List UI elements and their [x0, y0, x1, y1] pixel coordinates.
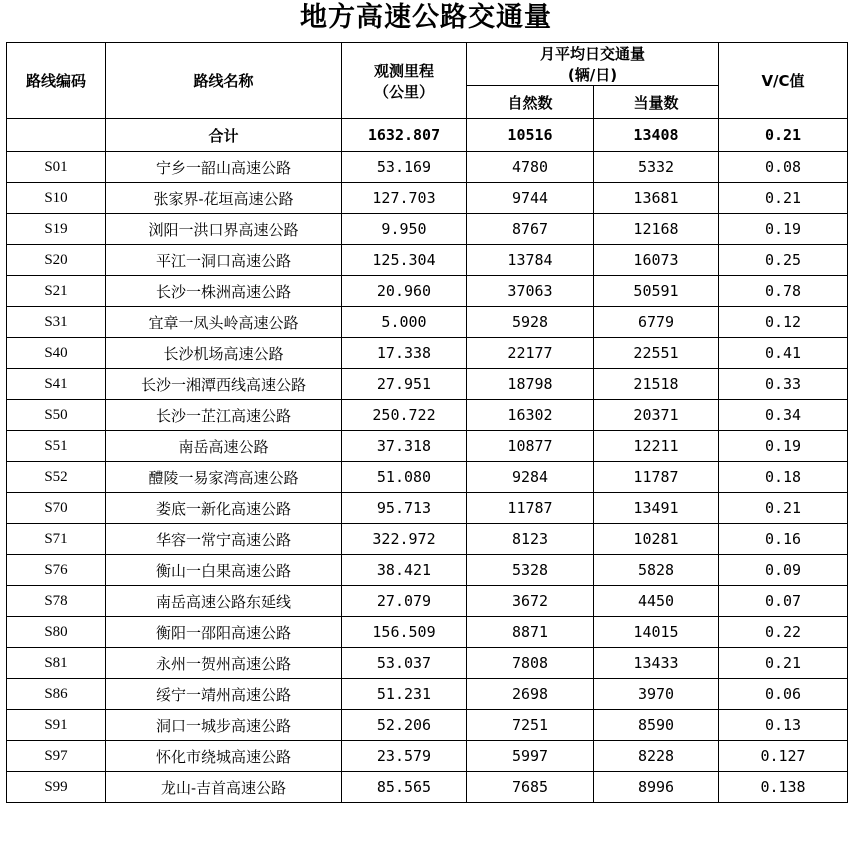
table-row — [7, 617, 848, 648]
table-row — [7, 183, 848, 214]
header-monthly-avg-line1: 月平均日交通量 — [540, 45, 646, 63]
cell-vc: 0.16 — [719, 524, 848, 555]
cell-code: S91 — [7, 710, 106, 741]
cell-mileage: 20.960 — [342, 276, 467, 307]
cell-natural: 8871 — [467, 617, 594, 648]
total-equivalent: 13408 — [594, 119, 719, 152]
table-row — [7, 152, 848, 183]
cell-mileage: 5.000 — [342, 307, 467, 338]
total-row — [7, 119, 848, 152]
cell-equivalent: 12168 — [594, 214, 719, 245]
cell-equivalent: 10281 — [594, 524, 719, 555]
cell-equivalent: 13681 — [594, 183, 719, 214]
header-code: 路线编码 — [7, 43, 106, 119]
cell-vc: 0.21 — [719, 493, 848, 524]
header-mileage-line1: 观测里程 — [373, 61, 434, 80]
cell-name: 南岳高速公路东延线 — [106, 586, 342, 617]
header-vc: V/C值 — [719, 43, 848, 119]
cell-natural: 9284 — [467, 462, 594, 493]
cell-name: 绥宁一靖州高速公路 — [106, 679, 342, 710]
header-monthly-avg-line2: (辆/日) — [567, 66, 618, 84]
header-equivalent: 当量数 — [594, 86, 719, 119]
cell-natural: 9744 — [467, 183, 594, 214]
table-row — [7, 555, 848, 586]
cell-equivalent: 5332 — [594, 152, 719, 183]
total-vc: 0.21 — [719, 119, 848, 152]
cell-vc: 0.138 — [719, 772, 848, 803]
cell-equivalent: 14015 — [594, 617, 719, 648]
cell-vc: 0.06 — [719, 679, 848, 710]
cell-vc: 0.18 — [719, 462, 848, 493]
cell-equivalent: 8228 — [594, 741, 719, 772]
cell-name: 华容一常宁高速公路 — [106, 524, 342, 555]
cell-code: S01 — [7, 152, 106, 183]
cell-code: S76 — [7, 555, 106, 586]
cell-code: S20 — [7, 245, 106, 276]
cell-code: S99 — [7, 772, 106, 803]
cell-code: S52 — [7, 462, 106, 493]
cell-vc: 0.19 — [719, 214, 848, 245]
header-monthly-avg — [467, 43, 719, 86]
cell-mileage: 37.318 — [342, 431, 467, 462]
cell-natural: 2698 — [467, 679, 594, 710]
cell-equivalent: 4450 — [594, 586, 719, 617]
cell-code: S51 — [7, 431, 106, 462]
cell-name: 醴陵一易家湾高速公路 — [106, 462, 342, 493]
cell-vc: 0.07 — [719, 586, 848, 617]
cell-mileage: 52.206 — [342, 710, 467, 741]
table-row — [7, 493, 848, 524]
cell-natural: 8767 — [467, 214, 594, 245]
cell-name: 怀化市绕城高速公路 — [106, 741, 342, 772]
cell-mileage: 38.421 — [342, 555, 467, 586]
cell-mileage: 27.951 — [342, 369, 467, 400]
cell-natural: 7251 — [467, 710, 594, 741]
table-row — [7, 648, 848, 679]
cell-equivalent: 11787 — [594, 462, 719, 493]
cell-vc: 0.08 — [719, 152, 848, 183]
cell-natural: 5328 — [467, 555, 594, 586]
table-row — [7, 276, 848, 307]
cell-name: 南岳高速公路 — [106, 431, 342, 462]
cell-code: S10 — [7, 183, 106, 214]
cell-vc: 0.25 — [719, 245, 848, 276]
cell-mileage: 27.079 — [342, 586, 467, 617]
cell-natural: 11787 — [467, 493, 594, 524]
table-row — [7, 710, 848, 741]
cell-mileage: 9.950 — [342, 214, 467, 245]
cell-equivalent: 8996 — [594, 772, 719, 803]
cell-name: 长沙一株洲高速公路 — [106, 276, 342, 307]
cell-equivalent: 22551 — [594, 338, 719, 369]
cell-vc: 0.127 — [719, 741, 848, 772]
cell-mileage: 51.080 — [342, 462, 467, 493]
cell-equivalent: 8590 — [594, 710, 719, 741]
cell-name: 龙山-吉首高速公路 — [106, 772, 342, 803]
table-row — [7, 214, 848, 245]
cell-name: 平江一洞口高速公路 — [106, 245, 342, 276]
cell-natural: 4780 — [467, 152, 594, 183]
cell-natural: 7685 — [467, 772, 594, 803]
cell-code: S78 — [7, 586, 106, 617]
table-row — [7, 772, 848, 803]
table-row — [7, 741, 848, 772]
cell-natural: 3672 — [467, 586, 594, 617]
cell-natural: 5928 — [467, 307, 594, 338]
cell-code: S21 — [7, 276, 106, 307]
cell-mileage: 53.037 — [342, 648, 467, 679]
cell-name: 洞口一城步高速公路 — [106, 710, 342, 741]
cell-vc: 0.41 — [719, 338, 848, 369]
cell-natural: 13784 — [467, 245, 594, 276]
cell-equivalent: 13491 — [594, 493, 719, 524]
cell-mileage: 53.169 — [342, 152, 467, 183]
cell-vc: 0.12 — [719, 307, 848, 338]
cell-mileage: 322.972 — [342, 524, 467, 555]
table-row — [7, 586, 848, 617]
cell-mileage: 17.338 — [342, 338, 467, 369]
cell-name: 衡阳一邵阳高速公路 — [106, 617, 342, 648]
cell-equivalent: 3970 — [594, 679, 719, 710]
cell-natural: 16302 — [467, 400, 594, 431]
table-row — [7, 400, 848, 431]
cell-code: S40 — [7, 338, 106, 369]
cell-name: 永州一贺州高速公路 — [106, 648, 342, 679]
cell-natural: 18798 — [467, 369, 594, 400]
header-mileage-line2: （公里） — [373, 82, 434, 101]
total-code — [7, 119, 106, 152]
cell-equivalent: 13433 — [594, 648, 719, 679]
table-row — [7, 369, 848, 400]
table-row — [7, 679, 848, 710]
cell-equivalent: 5828 — [594, 555, 719, 586]
traffic-table — [6, 42, 848, 803]
cell-name: 宁乡一韶山高速公路 — [106, 152, 342, 183]
total-label: 合计 — [106, 119, 342, 152]
cell-vc: 0.21 — [719, 183, 848, 214]
table-row — [7, 524, 848, 555]
cell-mileage: 156.509 — [342, 617, 467, 648]
cell-name: 长沙一芷江高速公路 — [106, 400, 342, 431]
cell-code: S86 — [7, 679, 106, 710]
cell-name: 长沙机场高速公路 — [106, 338, 342, 369]
cell-name: 宜章一凤头岭高速公路 — [106, 307, 342, 338]
page-title: 地方高速公路交通量 — [300, 2, 552, 33]
total-natural: 10516 — [467, 119, 594, 152]
cell-code: S19 — [7, 214, 106, 245]
cell-equivalent: 12211 — [594, 431, 719, 462]
header-mileage — [342, 43, 467, 119]
cell-vc: 0.19 — [719, 431, 848, 462]
table-row — [7, 462, 848, 493]
cell-vc: 0.09 — [719, 555, 848, 586]
cell-equivalent: 21518 — [594, 369, 719, 400]
cell-natural: 22177 — [467, 338, 594, 369]
cell-vc: 0.13 — [719, 710, 848, 741]
cell-name: 娄底一新化高速公路 — [106, 493, 342, 524]
cell-code: S80 — [7, 617, 106, 648]
header-row-1 — [7, 43, 848, 86]
cell-name: 衡山一白果高速公路 — [106, 555, 342, 586]
table-row — [7, 431, 848, 462]
cell-mileage: 127.703 — [342, 183, 467, 214]
cell-code: S97 — [7, 741, 106, 772]
cell-name: 浏阳一洪口界高速公路 — [106, 214, 342, 245]
cell-code: S41 — [7, 369, 106, 400]
cell-vc: 0.22 — [719, 617, 848, 648]
cell-equivalent: 6779 — [594, 307, 719, 338]
cell-code: S81 — [7, 648, 106, 679]
cell-equivalent: 16073 — [594, 245, 719, 276]
total-mileage: 1632.807 — [342, 119, 467, 152]
cell-mileage: 51.231 — [342, 679, 467, 710]
cell-vc: 0.78 — [719, 276, 848, 307]
cell-mileage: 125.304 — [342, 245, 467, 276]
cell-code: S71 — [7, 524, 106, 555]
cell-code: S70 — [7, 493, 106, 524]
table-row — [7, 245, 848, 276]
cell-natural: 8123 — [467, 524, 594, 555]
header-natural: 自然数 — [467, 86, 594, 119]
cell-mileage: 95.713 — [342, 493, 467, 524]
cell-vc: 0.21 — [719, 648, 848, 679]
header-name: 路线名称 — [106, 43, 342, 119]
table-row — [7, 307, 848, 338]
cell-mileage: 23.579 — [342, 741, 467, 772]
cell-mileage: 85.565 — [342, 772, 467, 803]
cell-equivalent: 20371 — [594, 400, 719, 431]
cell-natural: 37063 — [467, 276, 594, 307]
cell-equivalent: 50591 — [594, 276, 719, 307]
cell-natural: 5997 — [467, 741, 594, 772]
cell-mileage: 250.722 — [342, 400, 467, 431]
cell-natural: 7808 — [467, 648, 594, 679]
cell-name: 长沙一湘潭西线高速公路 — [106, 369, 342, 400]
table-row — [7, 338, 848, 369]
cell-name: 张家界-花垣高速公路 — [106, 183, 342, 214]
cell-vc: 0.34 — [719, 400, 848, 431]
cell-code: S50 — [7, 400, 106, 431]
cell-natural: 10877 — [467, 431, 594, 462]
cell-vc: 0.33 — [719, 369, 848, 400]
cell-code: S31 — [7, 307, 106, 338]
